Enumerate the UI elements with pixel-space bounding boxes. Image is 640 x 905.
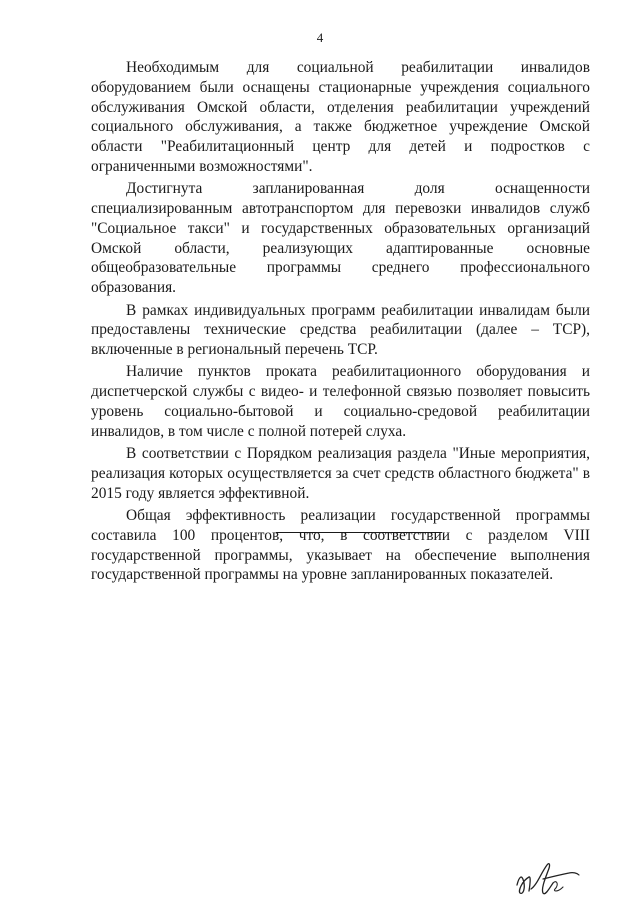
paragraph-overall-efficiency: Общая эффективность реализации государственной программы составила 100 процентов, что, в соответствии с разделом VIII государственной программы, указывает на обеспечение выполнения государственной программы на уровне запланированных показателей.: [91, 507, 590, 584]
paragraph-rental-points: Наличие пунктов проката реабилитационного оборудования и диспетчерской службы с видео- и телефонной связью позволяет повысить уровень социально-бытовой и социально-средовой реабилитации инвалидов, в том числе с полной потерей слуха.: [91, 363, 590, 440]
paragraph-technical-means: В рамках индивидуальных программ реабилитации инвалидам были предоставлены технические средства реабилитации (далее – ТСР), включенные в региональный перечень ТСР.: [91, 301, 590, 359]
page-number: 4: [316, 30, 324, 45]
paragraph-other-measures: В соответствии с Порядком реализация раздела "Иные мероприятия, реализация которых осуществляется за счет средств областного бюджета" в 2015 году является эффективной.: [91, 445, 590, 502]
document-body: [91, 58, 590, 588]
paragraph-equipment: Необходимым для социальной реабилитации инвалидов оборудованием были оснащены стационарные учреждения социального обслуживания Омской области, отделения реабилитации учреждений социального обслуживания, а также бюджетное учреждение Омской области "Реабилитационный центр для детей и подростков с ограниченными возможностями".: [91, 59, 590, 175]
closing-divider-line: [276, 532, 442, 533]
handwritten-signature: [513, 855, 583, 900]
paragraph-transport: Достигнута запланированная доля оснащенности специализированным автотранспортом для перевозки инвалидов служб "Социальное такси" и государственных образовательных организаций Омской области, реализующих адаптированные основные общеобразовательные программы среднего профессионального образования.: [91, 180, 590, 297]
